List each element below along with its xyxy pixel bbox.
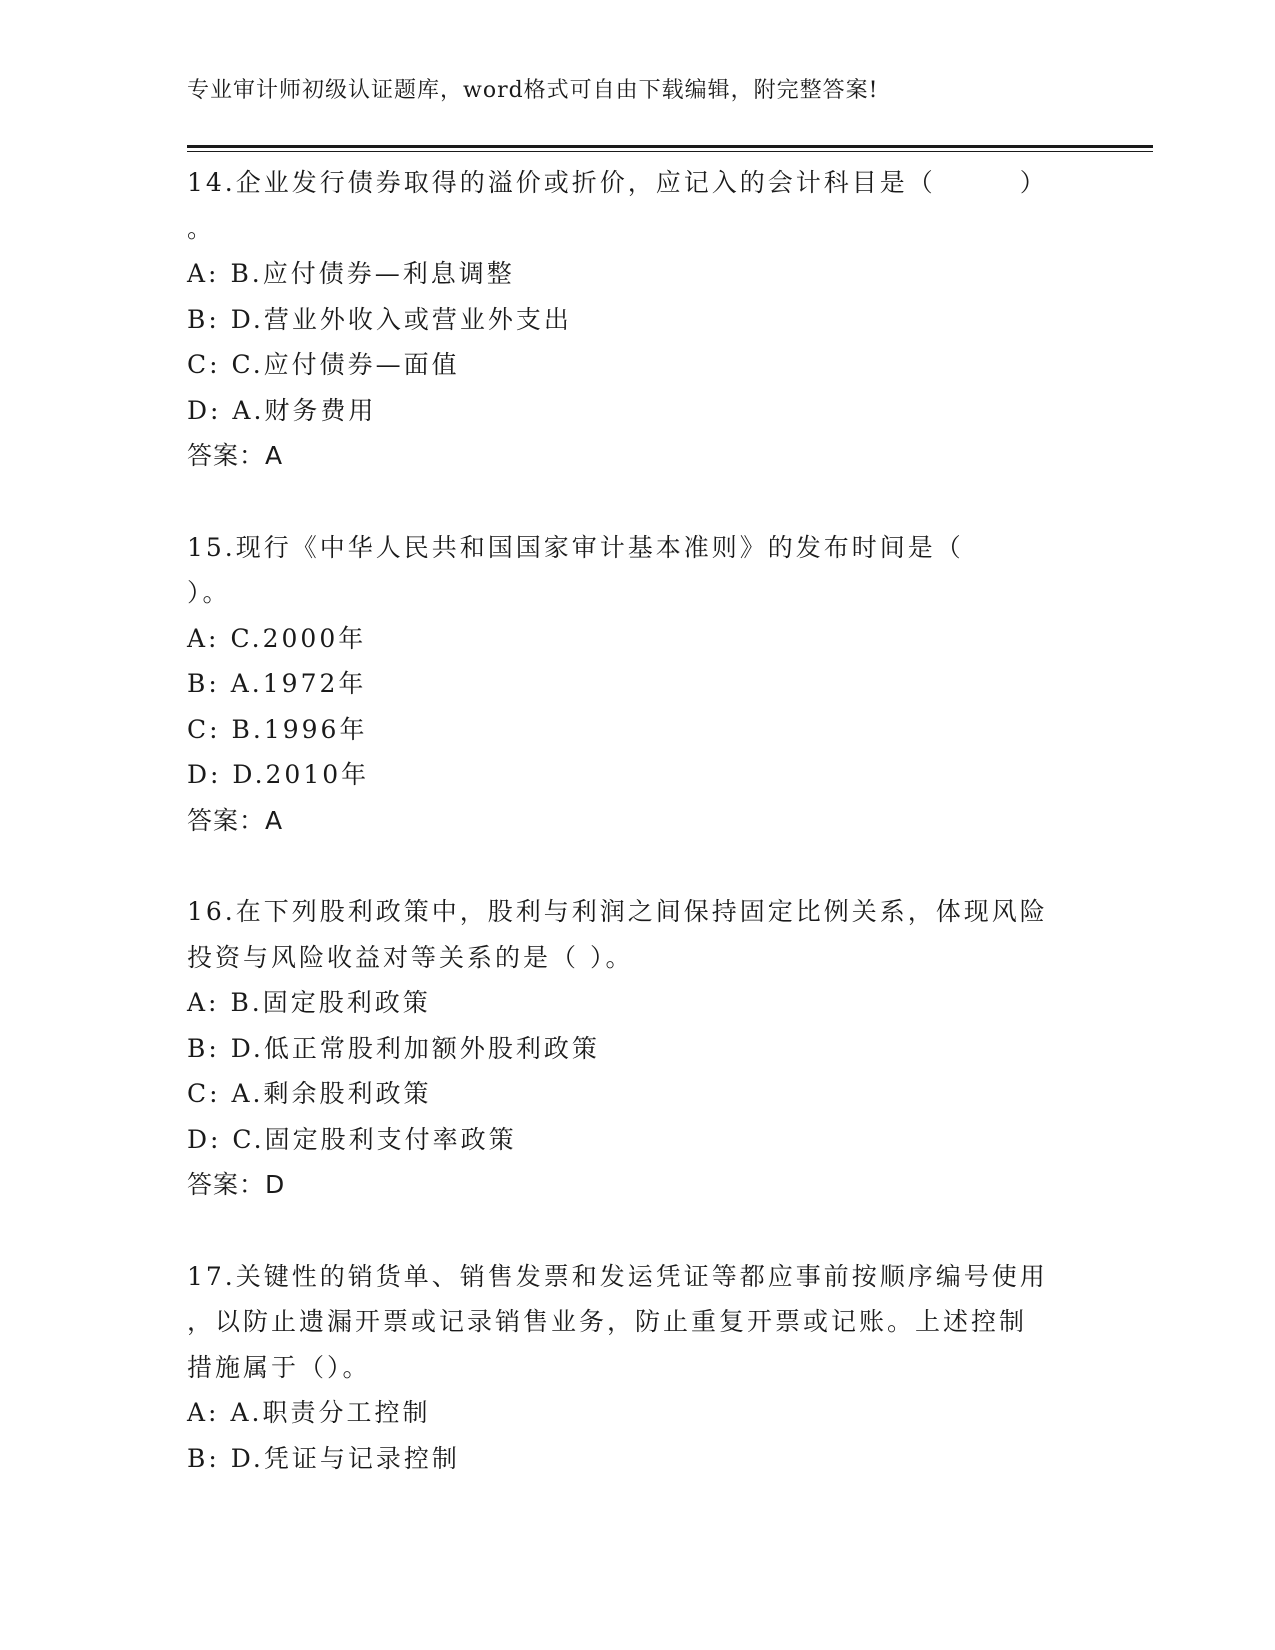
- option-label: A:: [187, 259, 231, 288]
- question-text-line: 17.关键性的销货单、销售发票和发运凭证等都应事前按顺序编号使用: [187, 1261, 1048, 1291]
- option-text: A.1972年: [230, 669, 367, 698]
- question-16: [187, 889, 1087, 1208]
- option-d: [187, 752, 1087, 798]
- option-text: C.2000年: [230, 623, 367, 653]
- option-label: A:: [187, 623, 231, 653]
- option-label: B:: [187, 304, 231, 334]
- question-15: [187, 525, 1087, 844]
- option-label: B:: [187, 669, 231, 698]
- option-a: [187, 1390, 1087, 1436]
- option-text: C.应付债券—面值: [231, 350, 460, 379]
- option-text: D.低正常股利加额外股利政策: [230, 1033, 600, 1063]
- header-rule-thick: [187, 145, 1153, 148]
- option-label: D:: [187, 760, 233, 789]
- option-text: C.固定股利支付率政策: [232, 1124, 517, 1154]
- question-text-line: 。: [187, 213, 216, 243]
- question-text-line: ，以防止遗漏开票或记录销售业务，防止重复开票或记账。上述控制: [187, 1307, 1028, 1336]
- option-text: D.2010年: [232, 760, 370, 789]
- question-text-line: 16.在下列股利政策中，股利与利润之间保持固定比例关系，体现风险: [187, 897, 1048, 926]
- question-text-line: 措施属于（）。: [187, 1352, 371, 1382]
- question-17: [187, 1254, 1087, 1482]
- option-b: [187, 1026, 1087, 1072]
- option-label: A:: [187, 1398, 231, 1427]
- option-d: [187, 388, 1087, 434]
- page-header: 专业审计师初级认证题库，word格式可自由下载编辑，附完整答案!: [187, 78, 879, 103]
- answer: 答案：A: [187, 805, 284, 835]
- option-text: D.凭证与记录控制: [230, 1443, 460, 1473]
- option-label: D:: [187, 1124, 233, 1154]
- option-label: A:: [187, 988, 231, 1017]
- option-b: [187, 1436, 1087, 1482]
- option-label: B:: [187, 1033, 231, 1063]
- option-label: D:: [187, 395, 233, 425]
- option-text: A.职责分工控制: [230, 1398, 431, 1427]
- option-c: [187, 707, 1087, 753]
- option-text: B.应付债券—利息调整: [230, 259, 515, 288]
- question-text-line: ）。: [187, 578, 231, 607]
- option-text: D.营业外收入或营业外支出: [230, 304, 572, 334]
- answer: 答案：D: [187, 1170, 286, 1199]
- option-label: C:: [187, 714, 232, 744]
- option-label: B:: [187, 1443, 231, 1473]
- option-a: [187, 251, 1087, 297]
- header-rule-thin: [187, 151, 1153, 152]
- option-text: B.固定股利政策: [230, 988, 431, 1017]
- option-text: A.财务费用: [232, 395, 377, 425]
- option-b: [187, 661, 1087, 707]
- option-a: [187, 980, 1087, 1026]
- question-14: [187, 160, 1087, 479]
- option-c: [187, 1071, 1087, 1117]
- option-label: C:: [187, 350, 232, 379]
- question-list: [187, 160, 1087, 1527]
- option-c: [187, 342, 1087, 388]
- option-b: [187, 297, 1087, 343]
- answer: 答案：A: [187, 441, 284, 470]
- question-text-line: 14.企业发行债券取得的溢价或折价，应记入的会计科目是（ ）: [187, 168, 1048, 197]
- question-text-line: 15.现行《中华人民共和国国家审计基本准则》的发布时间是（: [187, 532, 964, 562]
- option-label: C:: [187, 1079, 232, 1108]
- option-a: [187, 616, 1087, 662]
- option-text: B.1996年: [231, 714, 368, 744]
- option-d: [187, 1117, 1087, 1163]
- option-text: A.剩余股利政策: [231, 1079, 432, 1108]
- question-text-line: 投资与风险收益对等关系的是（ ）。: [187, 942, 634, 972]
